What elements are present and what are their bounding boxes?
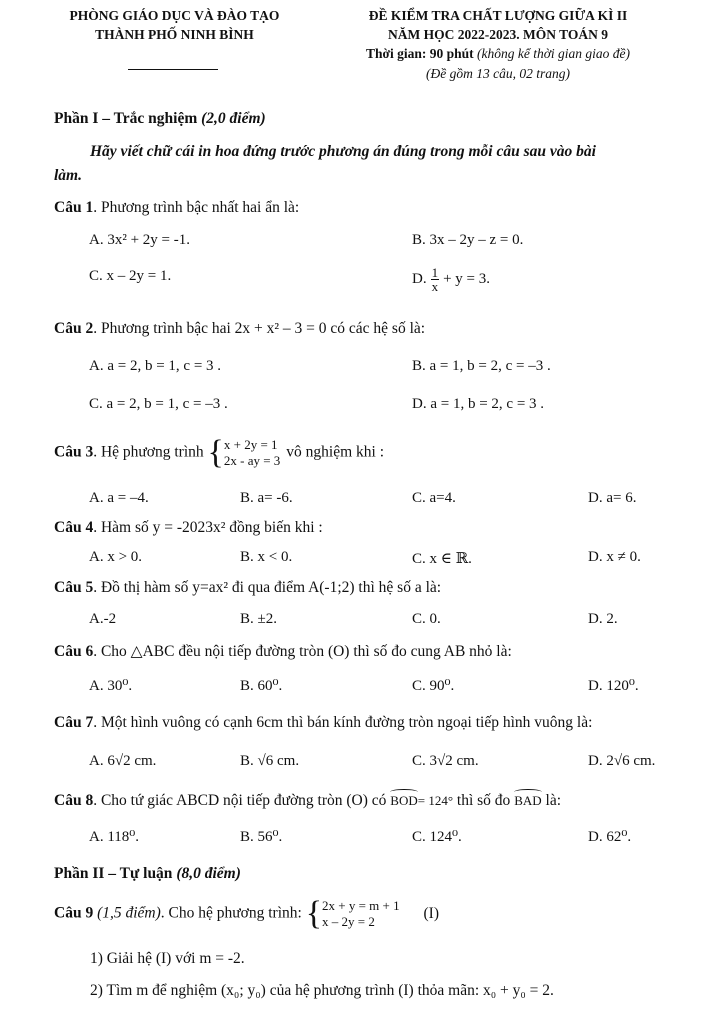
q1-option-a: A. 3x² + 2y = -1. bbox=[89, 232, 190, 248]
q1-option-d: D. $\frac{1}{x}$ + y = 3. bbox=[412, 265, 491, 294]
q9-subquestion-2: 2) Tìm m để nghiệm (x₀; y₀) của hệ phương trình (I) thỏa mãn: x₀ + y₀ = 2. bbox=[90, 982, 554, 999]
q8-option-d: D. 62⁰. bbox=[588, 829, 632, 845]
q5-option-c: C. 0. bbox=[412, 611, 441, 627]
q5-option-b: B. ±2. bbox=[240, 611, 277, 627]
q9-subquestion-1: 1) Giải hệ (I) với m = -2. bbox=[90, 950, 245, 967]
arc-bad: BAD bbox=[514, 793, 542, 808]
q2-option-b: B. a = 1, b = 2, c = –3 . bbox=[412, 358, 551, 374]
city-name: THÀNH PHỐ NINH BÌNH bbox=[95, 27, 254, 42]
q6-option-c: C. 90⁰. bbox=[412, 678, 455, 694]
part1-instruction: Hãy viết chữ cái in hoa đứng trước phương án đúng trong mỗi câu sau vào bài bbox=[90, 143, 596, 160]
q6-option-b: B. 60⁰. bbox=[240, 678, 283, 694]
q7-option-b: B. √6 cm. bbox=[240, 753, 300, 769]
exam-year-subject: NĂM HỌC 2022-2023. MÔN TOÁN 9 bbox=[388, 27, 608, 42]
q8-option-b: B. 56⁰. bbox=[240, 829, 283, 845]
q3-option-a: A. a = –4. bbox=[89, 490, 149, 506]
q4-option-a: A. x > 0. bbox=[89, 549, 143, 565]
q3-option-c: C. a=4. bbox=[412, 490, 456, 506]
part1-instruction-cont: làm. bbox=[54, 167, 82, 184]
exam-pages-note: (Đề gồm 13 câu, 02 trang) bbox=[426, 66, 570, 81]
department-name: PHÒNG GIÁO DỤC VÀ ĐÀO TẠO bbox=[69, 8, 280, 23]
question-5: Câu 5. Đồ thị hàm số y=ax² đi qua điểm A(-1;2) thì hệ số a là: bbox=[54, 579, 442, 596]
q3-option-d: D. a= 6. bbox=[588, 490, 637, 506]
header-underline bbox=[128, 69, 218, 70]
q6-option-d: D. 120⁰. bbox=[588, 678, 639, 694]
question-6: Câu 6. Cho △ABC đều nội tiếp đường tròn (O) thì số đo cung AB nhỏ là: bbox=[54, 643, 512, 660]
q7-option-c: C. 3√2 cm. bbox=[412, 753, 479, 769]
equation-system: x + 2y = 1 2x - ay = 3 bbox=[223, 437, 281, 468]
q8-option-a: A. 118⁰. bbox=[89, 829, 140, 845]
q2-option-a: A. a = 2, b = 1, c = 3 . bbox=[89, 358, 222, 374]
q2-option-d: D. a = 1, b = 2, c = 3 . bbox=[412, 396, 545, 412]
q4-option-b: B. x < 0. bbox=[240, 549, 293, 565]
equation-system: 2x + y = m + 1 x – 2y = 2 bbox=[322, 898, 400, 929]
part1-heading: Phần I – Trắc nghiệm (2,0 điểm) bbox=[54, 110, 266, 127]
question-7: Câu 7. Một hình vuông có cạnh 6cm thì bán kính đường tròn ngoại tiếp hình vuông là: bbox=[54, 714, 593, 731]
q7-option-a: A. 6√2 cm. bbox=[89, 753, 157, 769]
question-4: Câu 4. Hàm số y = -2023x² đồng biến khi : bbox=[54, 519, 323, 536]
q4-option-c: C. x ∈ ℝ. bbox=[412, 551, 472, 567]
part2-heading: Phần II – Tự luận (8,0 điểm) bbox=[54, 865, 241, 882]
question-8: Câu 8. Cho tứ giác ABCD nội tiếp đường tròn (O) có BOD= 124° thì số đo BAD là: bbox=[54, 792, 562, 809]
system-brace: { bbox=[207, 434, 224, 471]
q4-option-d: D. x ≠ 0. bbox=[588, 549, 641, 565]
q8-option-c: C. 124⁰. bbox=[412, 829, 462, 845]
q1-option-b: B. 3x – 2y – z = 0. bbox=[412, 232, 524, 248]
q6-option-a: A. 30⁰. bbox=[89, 678, 133, 694]
question-3: Câu 3. Hệ phương trình {x + 2y = 1 2x - ay = 3 vô nghiệm khi : bbox=[54, 434, 385, 471]
exam-title: ĐỀ KIỂM TRA CHẤT LƯỢNG GIỮA KÌ II bbox=[368, 8, 628, 23]
q1-option-c: C. x – 2y = 1. bbox=[89, 268, 172, 284]
question-2: Câu 2. Phương trình bậc hai 2x + x² – 3 = 0 có các hệ số là: bbox=[54, 320, 426, 337]
q5-option-a: A.-2 bbox=[89, 611, 117, 627]
q2-option-c: C. a = 2, b = 1, c = –3 . bbox=[89, 396, 228, 412]
q5-option-d: D. 2. bbox=[588, 611, 618, 627]
system-brace: { bbox=[305, 895, 323, 932]
q3-option-b: B. a= -6. bbox=[240, 490, 293, 506]
question-1: Câu 1. Phương trình bậc nhất hai ẩn là: bbox=[54, 199, 300, 216]
question-9: Câu 9 (1,5 điểm). Cho hệ phương trình: {2x + y = m + 1 x – 2y = 2 (I) bbox=[54, 895, 439, 932]
exam-time: Thời gian: 90 phút (không kể thời gian giao đề) bbox=[365, 46, 631, 61]
q7-option-d: D. 2√6 cm. bbox=[588, 753, 656, 769]
arc-bod: BOD bbox=[390, 793, 418, 808]
fraction-1-over-x: $\frac{1}{x}$ bbox=[431, 265, 439, 294]
